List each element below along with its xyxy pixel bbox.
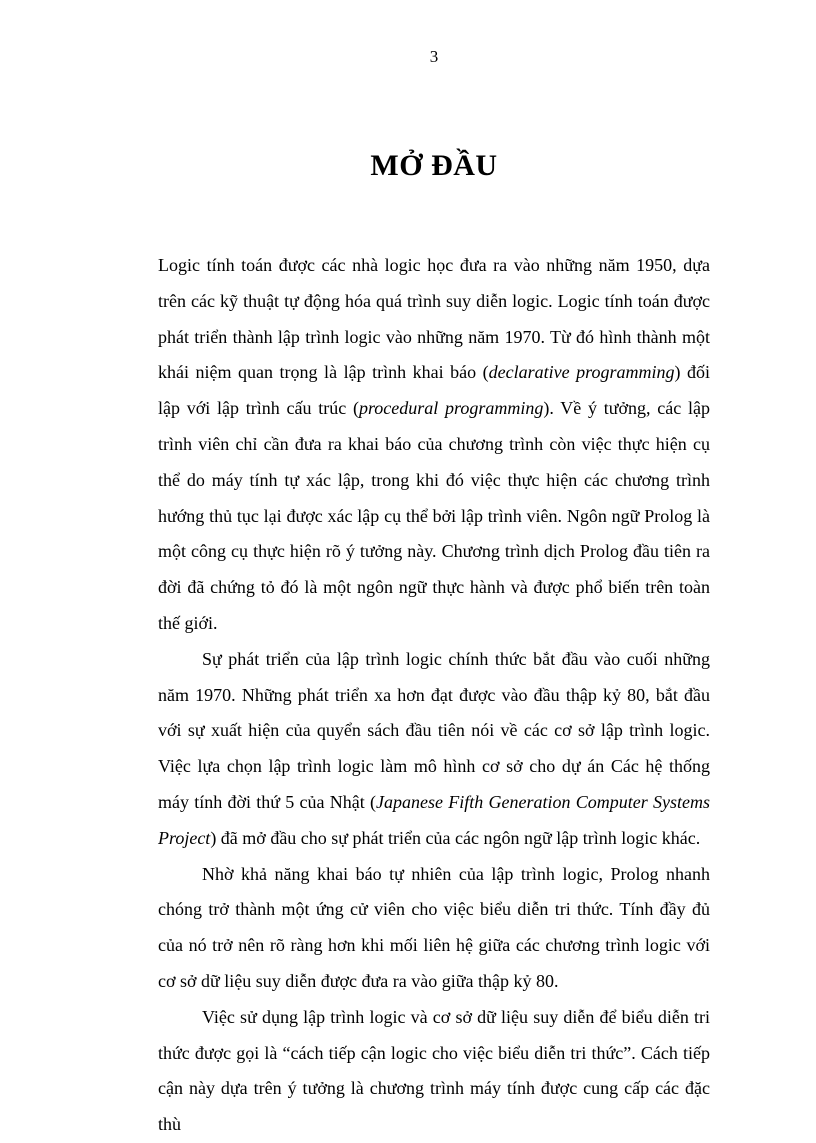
italic-term: declarative programming <box>488 362 675 383</box>
page-title: MỞ ĐẦU <box>370 149 498 182</box>
body-text <box>158 248 710 1143</box>
text-run: ). Về ý tưởng, các lập trình viên chỉ cần đưa ra khai báo của chương trình còn việc thực hiện cụ thể do máy tính tự xác lập, trong khi đó việc thực hiện các chương trình hướng thủ tục lại được xác lập cụ thể bởi lập trình viên. Ngôn ngữ Prolog là một công cụ thực hiện rõ ý tưởng này. Chương trình dịch Prolog đầu tiên ra đời đã chứng tỏ đó là một ngôn ngữ thực hành và được phổ biến trên toàn thế giới. <box>158 398 711 633</box>
paragraph <box>158 857 710 1000</box>
italic-term: procedural programming <box>358 398 544 419</box>
text-run: ) đã mở đầu cho sự phát triển của các ngôn ngữ lập trình logic khác. <box>210 827 701 848</box>
text-run: Việc sử dụng lập trình logic và cơ sở dữ liệu suy diễn để biểu diễn tri thức được gọi là “cách tiếp cận logic cho việc biểu diễn tri thức”. Cách tiếp cận này dựa trên ý tưởng là chương trình máy tính được cung cấp các đặc thù <box>158 1006 710 1135</box>
text-run: Nhờ khả năng khai báo tự nhiên của lập trình logic, Prolog nhanh chóng trở thành một ứng cử viên cho việc biểu diễn tri thức. Tính đầy đủ của nó trở nên rõ ràng hơn khi mối liên hệ giữa các chương trình logic với cơ sở dữ liệu suy diễn được đưa ra vào giữa thập kỷ 80. <box>158 863 710 991</box>
text-run: ) đối lập với lập trình cấu trúc ( <box>158 362 711 419</box>
italic-term: Japanese Fifth Generation Computer Systems Project <box>158 791 710 848</box>
page-number: 3 <box>429 47 439 66</box>
paragraph <box>158 248 710 642</box>
paragraph <box>158 1000 710 1143</box>
paragraph <box>158 642 710 857</box>
text-run: Sự phát triển của lập trình logic chính thức bắt đầu vào cuối những năm 1970. Những phát triển xa hơn đạt được vào đầu thập kỷ 80, bắt đầu với sự xuất hiện của quyển sách đầu tiên nói về các cơ sở lập trình logic. Việc lựa chọn lập trình logic làm mô hình cơ sở cho dự án Các hệ thống máy tính đời thứ 5 của Nhật ( <box>158 648 710 812</box>
text-run: Logic tính toán được các nhà logic học đưa ra vào những năm 1950, dựa trên các kỹ thuật tự động hóa quá trình suy diễn logic. Logic tính toán được phát triển thành lập trình logic vào những năm 1970. Từ đó hình thành một khái niệm quan trọng là lập trình khai báo ( <box>158 255 710 383</box>
